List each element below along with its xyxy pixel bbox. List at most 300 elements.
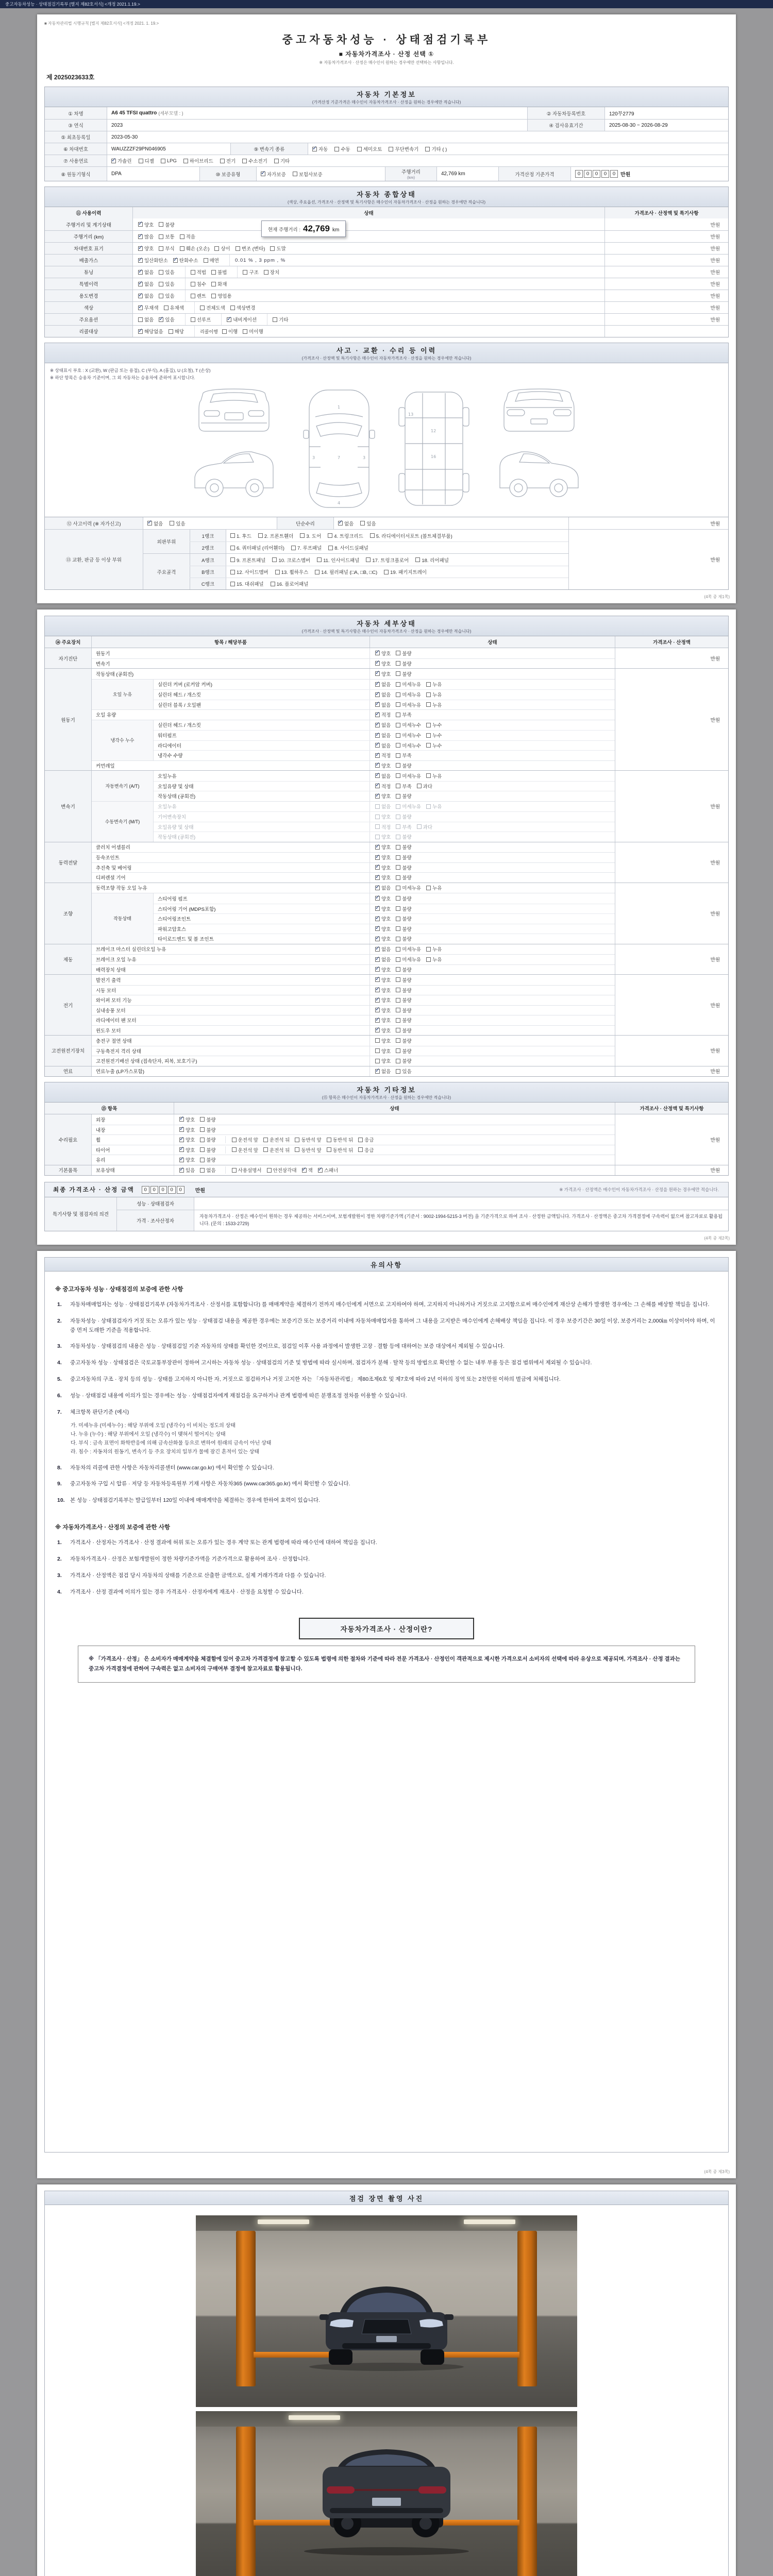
checkbox-unchecked[interactable] xyxy=(243,268,258,276)
checkbox-label: 누유 xyxy=(432,692,442,699)
checkbox-box xyxy=(426,804,431,809)
checkbox-unchecked[interactable] xyxy=(426,884,442,891)
checkbox-unchecked[interactable] xyxy=(263,1136,290,1143)
lift-post-left xyxy=(236,2427,256,2576)
checkbox-unchecked[interactable] xyxy=(328,532,363,539)
inspection-item-label: 타이로드엔드 및 볼 조인트 xyxy=(154,934,370,944)
checkbox-checked[interactable] xyxy=(375,884,391,891)
state-cell xyxy=(133,314,185,325)
checkbox-unchecked[interactable] xyxy=(273,316,288,323)
checkbox-checked[interactable] xyxy=(375,752,391,759)
checkbox-unchecked[interactable] xyxy=(357,145,382,152)
checkbox-unchecked[interactable] xyxy=(396,732,421,739)
checkbox-checked[interactable] xyxy=(375,1067,391,1075)
checkbox-unchecked[interactable] xyxy=(169,328,184,335)
checkbox-unchecked[interactable] xyxy=(220,157,236,164)
checkbox-unchecked[interactable] xyxy=(396,925,411,933)
checkbox-checked[interactable] xyxy=(179,1136,195,1143)
checkbox-label: 1. 후드 xyxy=(237,533,251,539)
checkbox-checked[interactable] xyxy=(111,157,132,164)
inspection-item-state xyxy=(370,914,615,924)
checkbox-label: 적법 xyxy=(196,270,207,276)
checkbox-unchecked[interactable] xyxy=(375,1047,391,1055)
checkbox-unchecked[interactable] xyxy=(242,157,267,164)
checkbox-checked[interactable] xyxy=(375,772,391,779)
checkbox-unchecked[interactable] xyxy=(183,157,213,164)
checkbox-box xyxy=(396,988,400,992)
checkbox-checked[interactable] xyxy=(375,843,391,851)
checkbox-unchecked[interactable] xyxy=(264,268,279,276)
checkbox-label: 탄화수소 xyxy=(179,258,198,264)
checkbox-label: 수동 xyxy=(341,147,350,152)
checkbox-checked[interactable] xyxy=(375,732,391,739)
checkbox-unchecked[interactable] xyxy=(191,316,211,323)
checkbox-label: 양호 xyxy=(381,917,391,923)
state-cell xyxy=(133,290,185,301)
checkbox-unchecked[interactable] xyxy=(164,304,184,311)
checkbox-checked[interactable] xyxy=(375,792,391,800)
checkbox-box xyxy=(396,651,400,655)
checkbox-label: 무채색 xyxy=(144,306,159,311)
checkbox-unchecked[interactable] xyxy=(396,833,411,840)
checkbox-checked[interactable] xyxy=(375,854,391,861)
checkbox-unchecked[interactable] xyxy=(295,1146,321,1154)
checkbox-unchecked[interactable] xyxy=(396,792,411,800)
checkbox-unchecked[interactable] xyxy=(426,803,442,810)
checkbox-unchecked[interactable] xyxy=(426,945,442,953)
checkbox-unchecked[interactable] xyxy=(159,245,174,252)
inspection-row xyxy=(92,669,615,679)
checkbox-unchecked[interactable] xyxy=(426,742,442,749)
checkbox-unchecked[interactable] xyxy=(396,752,411,759)
checkbox-label: 불량 xyxy=(402,937,412,943)
checkbox-unchecked[interactable] xyxy=(396,956,421,963)
inspection-item-label: 시동 모터 xyxy=(92,986,370,995)
checkbox-checked[interactable] xyxy=(375,691,391,698)
checkbox-unchecked[interactable] xyxy=(396,915,411,922)
checkbox-unchecked[interactable] xyxy=(425,145,447,152)
checkbox-checked[interactable] xyxy=(375,701,391,708)
checkbox-unchecked[interactable] xyxy=(396,711,411,718)
checkbox-checked[interactable] xyxy=(375,956,391,963)
checkbox-checked[interactable] xyxy=(375,915,391,922)
reg-no-value: 120무2779 xyxy=(604,107,728,119)
checkbox-label: 미세누유 xyxy=(402,682,422,688)
checkbox-unchecked[interactable] xyxy=(396,1027,411,1034)
checkbox-box xyxy=(396,763,400,768)
device-group-rows xyxy=(91,669,615,770)
engine-value: DPA xyxy=(107,167,199,181)
checkbox-unchecked[interactable] xyxy=(396,813,411,820)
checkbox-checked[interactable] xyxy=(375,874,391,881)
inspection-row xyxy=(92,1155,615,1165)
checkbox-checked[interactable] xyxy=(179,1126,195,1133)
checkbox-checked[interactable] xyxy=(375,925,391,933)
checkbox-checked[interactable] xyxy=(375,742,391,749)
overall-row-state xyxy=(132,302,604,313)
notice-text: 자동차성능 · 상태점검의 내용은 성능 · 상태점검일 기준 자동차의 상태를 확인한 것이므로, 점검일 이후 사용 과정에서 발생한 고장 · 결함 등에 대하여는 보증 대상에서 제외될 수 있습니다. xyxy=(70,1343,505,1350)
checkbox-box xyxy=(295,1147,299,1152)
checkbox-unchecked[interactable] xyxy=(138,316,154,323)
checkbox-unchecked[interactable] xyxy=(426,691,442,698)
inspection-item-state xyxy=(174,1165,615,1176)
checkbox-unchecked[interactable] xyxy=(230,568,268,575)
checkbox-unchecked[interactable] xyxy=(295,1136,321,1143)
checkbox-checked[interactable] xyxy=(375,1007,391,1014)
checkbox-checked[interactable] xyxy=(375,966,391,973)
checkbox-label: 없음 xyxy=(381,957,391,963)
inspection-item-label: 브레이크 마스터 실린더오일 누유 xyxy=(92,944,370,955)
section-title: 유의사항 xyxy=(370,1261,403,1269)
notice-item xyxy=(57,1300,716,1310)
checkbox-checked[interactable] xyxy=(375,864,391,871)
checkbox-label: 불량 xyxy=(402,1038,412,1044)
checkbox-unchecked[interactable] xyxy=(180,233,195,240)
checkbox-unchecked[interactable] xyxy=(396,660,411,667)
checkbox-unchecked[interactable] xyxy=(396,1057,411,1064)
notice-items xyxy=(54,1300,719,1505)
inspection-row xyxy=(92,1125,615,1135)
checkbox-unchecked[interactable] xyxy=(243,328,263,335)
checkbox-checked[interactable] xyxy=(147,520,163,527)
checkbox-label: 장치 xyxy=(270,270,280,276)
checkbox-unchecked[interactable] xyxy=(375,813,391,820)
checkbox-checked[interactable] xyxy=(375,711,391,718)
checkbox-label: 4. 트렁크리드 xyxy=(334,533,363,539)
checkbox-unchecked[interactable] xyxy=(396,884,421,891)
checkbox-unchecked[interactable] xyxy=(366,556,409,564)
checkbox-unchecked[interactable] xyxy=(396,843,411,851)
checkbox-unchecked[interactable] xyxy=(211,268,227,276)
checkbox-checked[interactable] xyxy=(375,681,391,688)
checkbox-checked[interactable] xyxy=(138,257,168,264)
section-note: (가격조사 · 산정액 및 특기사항은 매수인이 자동차가격조사 · 산정을 원하는 경우에만 적습니다) xyxy=(301,629,472,634)
checkbox-unchecked[interactable] xyxy=(161,158,177,164)
checkbox-unchecked[interactable] xyxy=(396,996,411,1004)
checkbox-unchecked[interactable] xyxy=(258,532,293,539)
device-subgroup xyxy=(92,801,615,842)
checkbox-checked[interactable] xyxy=(138,304,159,311)
inspection-item-label: 브레이크 오일 누유 xyxy=(92,955,370,964)
checkbox-checked[interactable] xyxy=(318,1166,339,1174)
checkbox-unchecked[interactable] xyxy=(200,1166,215,1174)
price-digit: 0 xyxy=(610,170,618,178)
checkbox-unchecked[interactable] xyxy=(375,1057,391,1064)
checkbox-unchecked[interactable] xyxy=(211,280,227,287)
checkbox-unchecked[interactable] xyxy=(396,854,411,861)
checkbox-unchecked[interactable] xyxy=(375,1037,391,1044)
checkbox-unchecked[interactable] xyxy=(191,268,206,276)
checkbox-unchecked[interactable] xyxy=(200,1156,215,1163)
page-marker: (4쪽 중 제2쪽) xyxy=(704,1235,730,1241)
checkbox-checked[interactable] xyxy=(227,316,257,323)
inspection-item-state xyxy=(174,1125,615,1135)
checkbox-unchecked[interactable] xyxy=(291,544,322,551)
checkbox-unchecked[interactable] xyxy=(396,670,411,677)
checkbox-checked[interactable] xyxy=(159,316,174,323)
checkbox-box xyxy=(375,1008,380,1012)
checkbox-unchecked[interactable] xyxy=(375,833,391,840)
checkbox-checked[interactable] xyxy=(138,328,163,335)
inspection-row xyxy=(92,658,615,669)
col-item: ⑮ 항목 xyxy=(101,1106,117,1112)
device-group-name: 제동 xyxy=(45,944,91,975)
checkbox-unchecked[interactable] xyxy=(263,1146,290,1154)
checkbox-unchecked[interactable] xyxy=(396,721,421,728)
checkbox-unchecked[interactable] xyxy=(200,1116,215,1123)
checkbox-unchecked[interactable] xyxy=(417,783,432,790)
checkbox-unchecked[interactable] xyxy=(200,1146,215,1154)
checkbox-checked[interactable] xyxy=(375,783,391,790)
checkbox-checked[interactable] xyxy=(261,171,286,178)
notice-text: 가격조사 · 산정 결과에 이의가 있는 경우 가격조사 · 산정자에게 재조사 · 산정을 요청할 수 있습니다. xyxy=(70,1588,304,1595)
checkbox-unchecked[interactable] xyxy=(159,221,174,228)
checkbox-label: 불량 xyxy=(402,917,412,923)
checkbox-label: 없음 xyxy=(381,1069,391,1075)
rank2-label: 2랭크 xyxy=(190,542,226,553)
inspection-item-label: 라디에이터 팬 모터 xyxy=(92,1015,370,1025)
checkbox-checked[interactable] xyxy=(179,1156,195,1163)
section-overall-header xyxy=(44,187,729,207)
checkbox-unchecked[interactable] xyxy=(170,520,185,527)
checkbox-unchecked[interactable] xyxy=(317,556,359,564)
checkbox-label: 5. 라디에이터서포트 (볼트체결부품) xyxy=(376,533,452,539)
checkbox-unchecked[interactable] xyxy=(232,1146,258,1154)
checkbox-box xyxy=(357,147,362,151)
checkbox-label: 불량 xyxy=(402,906,412,912)
checkbox-unchecked[interactable] xyxy=(396,895,411,902)
checkbox-unchecked[interactable] xyxy=(375,823,391,831)
checkbox-unchecked[interactable] xyxy=(396,976,411,984)
checkbox-unchecked[interactable] xyxy=(214,245,230,252)
checkbox-unchecked[interactable] xyxy=(204,257,219,264)
checkbox-unchecked[interactable] xyxy=(230,304,256,311)
checkbox-unchecked[interactable] xyxy=(396,701,421,708)
checkbox-unchecked[interactable] xyxy=(327,1146,353,1154)
inspection-row xyxy=(154,740,615,751)
inspection-row xyxy=(154,781,615,791)
inspection-item-state xyxy=(370,1046,615,1056)
device-group-name: 변속기 xyxy=(45,771,91,842)
checkbox-checked[interactable] xyxy=(138,221,154,228)
simple-repair-label: 단순수리 xyxy=(277,517,333,529)
checkbox-unchecked[interactable] xyxy=(396,1037,411,1044)
checkbox-unchecked[interactable] xyxy=(230,556,265,564)
checkbox-unchecked[interactable] xyxy=(230,532,251,539)
device-group-name: 자기진단 xyxy=(45,648,91,668)
checkbox-unchecked[interactable] xyxy=(358,1136,374,1143)
checkbox-label: 있음 xyxy=(165,282,175,287)
checkbox-unchecked[interactable] xyxy=(293,171,323,178)
checkbox-unchecked[interactable] xyxy=(328,544,368,551)
checkbox-unchecked[interactable] xyxy=(396,1067,411,1075)
checkbox-unchecked[interactable] xyxy=(315,568,377,575)
checkbox-unchecked[interactable] xyxy=(191,292,206,299)
state-cell xyxy=(133,278,185,290)
checkbox-unchecked[interactable] xyxy=(396,905,411,912)
checkbox-label: 미세누수 xyxy=(402,723,422,729)
checkbox-unchecked[interactable] xyxy=(396,1047,411,1055)
checkbox-unchecked[interactable] xyxy=(396,823,411,831)
inspection-row xyxy=(92,760,615,771)
checkbox-unchecked[interactable] xyxy=(211,292,232,299)
checkbox-checked[interactable] xyxy=(375,1027,391,1034)
vin-label: ⑥ 차대번호 xyxy=(45,143,107,155)
checkbox-unchecked[interactable] xyxy=(426,956,442,963)
rank1-row xyxy=(190,530,568,541)
checkbox-checked[interactable] xyxy=(375,895,391,902)
inspection-item-label: 고전원전기배선 상태 (접속단자, 피복, 보호기구) xyxy=(92,1056,370,1066)
checkbox-label: 불량 xyxy=(402,1008,412,1014)
checkbox-checked[interactable] xyxy=(173,257,198,264)
checkbox-checked[interactable] xyxy=(302,1166,313,1174)
col-state: 상태 xyxy=(369,636,615,648)
checkbox-unchecked[interactable] xyxy=(327,1136,353,1143)
checkbox-unchecked[interactable] xyxy=(222,328,238,335)
checkbox-unchecked[interactable] xyxy=(396,966,411,973)
checkbox-checked[interactable] xyxy=(375,945,391,953)
checkbox-unchecked[interactable] xyxy=(396,803,421,810)
checkbox-unchecked[interactable] xyxy=(334,145,350,152)
checkbox-unchecked[interactable] xyxy=(191,280,206,287)
checkbox-checked[interactable] xyxy=(338,520,354,527)
checkbox-unchecked[interactable] xyxy=(396,772,421,779)
checkbox-unchecked[interactable] xyxy=(396,935,411,942)
checkbox-unchecked[interactable] xyxy=(396,874,411,881)
checkbox-unchecked[interactable] xyxy=(358,1146,374,1154)
checkbox-label: 없음 xyxy=(381,682,391,688)
checkbox-unchecked[interactable] xyxy=(236,245,265,252)
checkbox-label: 스패너 xyxy=(324,1168,339,1174)
checkbox-checked[interactable] xyxy=(375,721,391,728)
checkbox-unchecked[interactable] xyxy=(426,772,442,779)
checkbox-checked[interactable] xyxy=(375,976,391,984)
checkbox-label: 양호 xyxy=(186,1117,195,1123)
checkbox-unchecked[interactable] xyxy=(274,157,290,164)
checkbox-unchecked[interactable] xyxy=(300,532,321,539)
inspection-item-state xyxy=(370,944,615,955)
checkbox-unchecked[interactable] xyxy=(200,1126,215,1133)
checkbox-box xyxy=(138,294,143,298)
checkbox-checked[interactable] xyxy=(375,996,391,1004)
checkbox-checked[interactable] xyxy=(138,268,154,276)
checkbox-unchecked[interactable] xyxy=(396,681,421,688)
checkbox-label: 14. 필러패널 (□A, □B, □C) xyxy=(321,570,378,575)
checkbox-box xyxy=(318,1168,323,1173)
checkbox-unchecked[interactable] xyxy=(272,556,310,564)
checkbox-unchecked[interactable] xyxy=(271,580,309,587)
checkbox-unchecked[interactable] xyxy=(267,1166,297,1174)
checkbox-label: 동반석 앞 xyxy=(301,1138,322,1144)
checkbox-unchecked[interactable] xyxy=(396,864,411,871)
checkbox-unchecked[interactable] xyxy=(396,783,411,790)
checkbox-unchecked[interactable] xyxy=(232,1166,262,1174)
checkbox-unchecked[interactable] xyxy=(396,742,421,749)
checkbox-unchecked[interactable] xyxy=(159,292,174,299)
checkbox-unchecked[interactable] xyxy=(415,556,449,564)
checkbox-checked[interactable] xyxy=(138,280,154,287)
checkbox-unchecked[interactable] xyxy=(426,721,442,728)
checkbox-unchecked[interactable] xyxy=(417,823,432,831)
checkbox-box xyxy=(358,1138,363,1142)
checkbox-unchecked[interactable] xyxy=(396,762,411,769)
car-name-label: ① 차명 xyxy=(45,107,107,119)
checkbox-unchecked[interactable] xyxy=(200,1136,215,1143)
checkbox-checked[interactable] xyxy=(375,660,391,667)
checkbox-checked[interactable] xyxy=(375,670,391,677)
appraiser-label: 가격 · 조사산정자 xyxy=(117,1210,194,1231)
checkbox-label: 양호 xyxy=(186,1158,195,1164)
checkbox-box xyxy=(230,557,235,562)
checkbox-label: 미세누유 xyxy=(402,957,422,963)
checkbox-unchecked[interactable] xyxy=(230,544,284,551)
checkbox-checked[interactable] xyxy=(138,233,154,240)
checkbox-checked[interactable] xyxy=(179,1116,195,1123)
checkbox-unchecked[interactable] xyxy=(360,520,376,527)
checkbox-unchecked[interactable] xyxy=(232,1136,258,1143)
checkbox-unchecked[interactable] xyxy=(275,568,309,575)
device-group-rows xyxy=(91,842,615,883)
checkbox-unchecked[interactable] xyxy=(426,701,442,708)
inspection-row xyxy=(154,680,615,690)
checkbox-box xyxy=(396,804,400,809)
checkbox-checked[interactable] xyxy=(375,935,391,942)
checkbox-checked[interactable] xyxy=(179,1166,195,1174)
checkbox-checked[interactable] xyxy=(179,1146,195,1154)
inspection-item-state xyxy=(370,924,615,934)
checkbox-unchecked[interactable] xyxy=(389,145,418,152)
checkbox-checked[interactable] xyxy=(375,1016,391,1024)
checkbox-unchecked[interactable] xyxy=(370,532,452,539)
checkbox-checked[interactable] xyxy=(375,905,391,912)
checkbox-unchecked[interactable] xyxy=(375,803,391,810)
checkbox-unchecked[interactable] xyxy=(159,233,174,240)
checkbox-unchecked[interactable] xyxy=(396,691,421,698)
inspection-row xyxy=(154,913,615,924)
section-note: (가격산정 기준가격은 매수인이 자동차가격조사 · 산정을 원하는 경우에만 적습니다) xyxy=(312,100,461,105)
inspection-item-state xyxy=(370,710,615,720)
checkbox-checked[interactable] xyxy=(138,245,154,252)
checkbox-unchecked[interactable] xyxy=(396,1016,411,1024)
checkbox-label: 해당 xyxy=(174,329,184,335)
checkbox-unchecked[interactable] xyxy=(396,650,411,657)
section-note: (⑮ 항목은 매수인이 자동차가격조사 · 산정을 원하는 경우에만 적습니다) xyxy=(322,1095,451,1100)
checkbox-unchecked[interactable] xyxy=(384,568,427,575)
checkbox-unchecked[interactable] xyxy=(159,280,174,287)
checkbox-unchecked[interactable] xyxy=(396,1007,411,1014)
checkbox-box xyxy=(396,896,400,901)
checkbox-unchecked[interactable] xyxy=(139,157,154,164)
checkbox-unchecked[interactable] xyxy=(200,304,225,311)
checkbox-unchecked[interactable] xyxy=(270,245,285,252)
device-group-rows xyxy=(91,648,615,668)
checkbox-unchecked[interactable] xyxy=(159,268,174,276)
checkbox-unchecked[interactable] xyxy=(180,245,210,252)
checkbox-checked[interactable] xyxy=(375,987,391,994)
checkbox-unchecked[interactable] xyxy=(426,681,442,688)
checkbox-checked[interactable] xyxy=(138,292,154,299)
checkbox-checked[interactable] xyxy=(312,145,328,152)
notice-item xyxy=(57,1375,716,1384)
checkbox-checked[interactable] xyxy=(375,762,391,769)
checkbox-unchecked[interactable] xyxy=(396,987,411,994)
checkbox-box xyxy=(396,886,400,890)
checkbox-box xyxy=(375,845,380,850)
checkbox-unchecked[interactable] xyxy=(230,580,264,587)
checkbox-checked[interactable] xyxy=(375,650,391,657)
checkbox-unchecked[interactable] xyxy=(426,732,442,739)
checkbox-unchecked[interactable] xyxy=(396,945,421,953)
